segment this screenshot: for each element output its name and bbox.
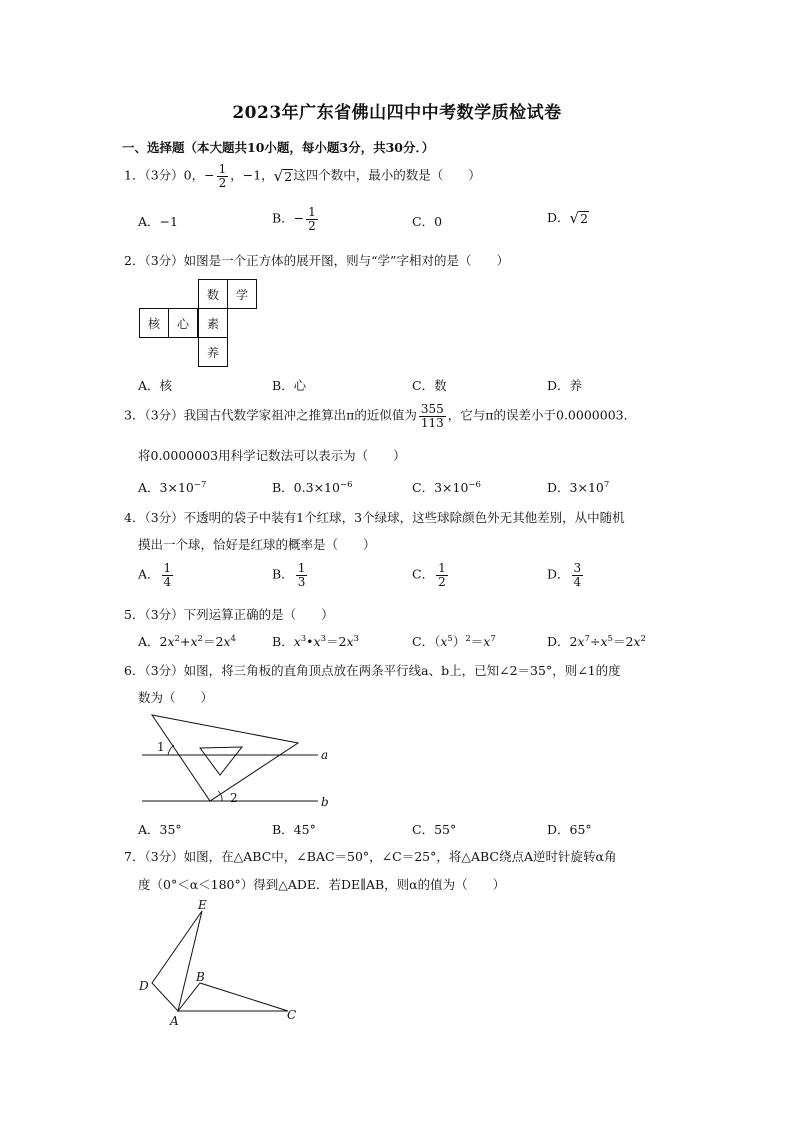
option-c[interactable]: C．数 — [412, 378, 447, 393]
option-d[interactable]: D．65° — [547, 822, 592, 837]
square-root: √ 2 — [273, 166, 293, 185]
option-a[interactable]: A．$3\times 10^{-7}$ — [138, 479, 207, 495]
point-e-label: E — [198, 898, 207, 912]
angle-1-label: 1 — [157, 740, 165, 754]
option-d[interactable]: D．$2x^7\div x^5=2x^2$ — [547, 633, 646, 649]
line-b-label: b — [321, 795, 329, 809]
net-cell-xue: 学 — [227, 279, 257, 309]
point-b-label: B — [196, 970, 205, 984]
question-2: 2．（3分）如图是一个正方体的展开图，则与“学”字相对的是（ ） — [124, 253, 509, 268]
net-cell-xin: 心 — [168, 308, 198, 338]
question-7-line-2: 度（0°＜α＜180°）得到△ADE．若DE∥AB，则α的值为（ ） — [138, 877, 506, 892]
question-text: 这四个数中，最小的数是（ ） — [293, 167, 481, 183]
question-5: 5．（3分）下列运算正确的是（ ） — [124, 607, 334, 622]
section-heading: 一、选择题（本大题共10小题，每小题3分，共30分．） — [122, 140, 435, 155]
fraction: $\frac{1}{2}$ — [218, 162, 227, 190]
option-d[interactable]: D．养 — [547, 378, 583, 393]
option-c[interactable]: C． $\frac{1}{2}$ — [412, 561, 446, 589]
point-a-label: A — [170, 1014, 179, 1028]
option-b[interactable]: B． $\frac{1}{3}$ — [272, 561, 306, 589]
option-a[interactable]: A． $\frac{1}{4}$ — [138, 561, 172, 589]
option-c[interactable]: C．$(x^5)^2=x^7$ — [412, 633, 496, 649]
net-cell-shu: 数 — [198, 279, 228, 309]
option-d[interactable]: D．$3\times 10^7$ — [547, 479, 610, 495]
option-b[interactable]: B．45° — [272, 822, 316, 837]
net-cell-he: 核 — [139, 308, 169, 338]
rotation-triangle-figure — [130, 895, 310, 1025]
question-text: 0，− — [183, 167, 215, 183]
option-b[interactable]: B．心 — [272, 378, 307, 393]
angle-2-label: 2 — [230, 791, 238, 805]
option-c[interactable]: C．0 — [412, 214, 443, 229]
option-a[interactable]: A．$2x^2+x^2=2x^4$ — [138, 633, 236, 649]
option-a[interactable]: A．−1 — [138, 214, 178, 229]
option-d[interactable]: D． $\frac{3}{4}$ — [547, 561, 582, 589]
question-text: ，−1， — [230, 167, 274, 183]
line-a-label: a — [321, 748, 329, 762]
net-cell-su: 素 — [198, 308, 228, 338]
option-a[interactable]: A．核 — [138, 378, 173, 393]
question-4-line-2: 摸出一个球，恰好是红球的概率是（ ） — [138, 537, 376, 552]
option-b[interactable]: B．$x^3•x^3=2x^3$ — [272, 633, 359, 649]
option-a[interactable]: A．35° — [138, 822, 182, 837]
question-3-line-2: 将0.0000003用科学记数法可以表示为（ ） — [138, 448, 406, 463]
option-c[interactable]: C．55° — [412, 822, 457, 837]
question-4: 4．（3分）不透明的袋子中装有1个红球，3个绿球，这些球除颜色外无其他差别，从中随机 — [124, 510, 625, 525]
option-c[interactable]: C．$3\times 10^{-6}$ — [412, 479, 481, 495]
question-score: （3分） — [144, 167, 184, 183]
question-number: 1． — [124, 167, 145, 183]
page-title: 2023年广东省佛山四中中考数学质检试卷 — [232, 103, 562, 123]
question-6: 6．（3分）如图，将三角板的直角顶点放在两条平行线a、b上，已知∠2＝35°，则∠1的度 — [124, 663, 621, 678]
point-d-label: D — [139, 979, 149, 993]
question-3: 3．（3分）我国古代数学家祖冲之推算出π的近似值为 $\frac{355}{113}$ ，它与π的误差小于0.0000003． — [124, 402, 637, 430]
question-7: 7．（3分）如图，在△ABC中，∠BAC＝50°，∠C＝25°，将△ABC绕点A逆时针旋转α角 — [124, 849, 617, 864]
question-1 — [124, 163, 481, 189]
point-c-label: C — [287, 1008, 297, 1022]
question-6-line-2: 数为（ ） — [138, 690, 214, 705]
option-b[interactable]: B．$0.3\times 10^{-6}$ — [272, 479, 353, 495]
option-b[interactable]: B．− $\frac{1}{2}$ — [272, 205, 316, 233]
net-cell-yang: 养 — [198, 337, 228, 367]
option-d[interactable]: D． √ 2 — [547, 209, 589, 227]
